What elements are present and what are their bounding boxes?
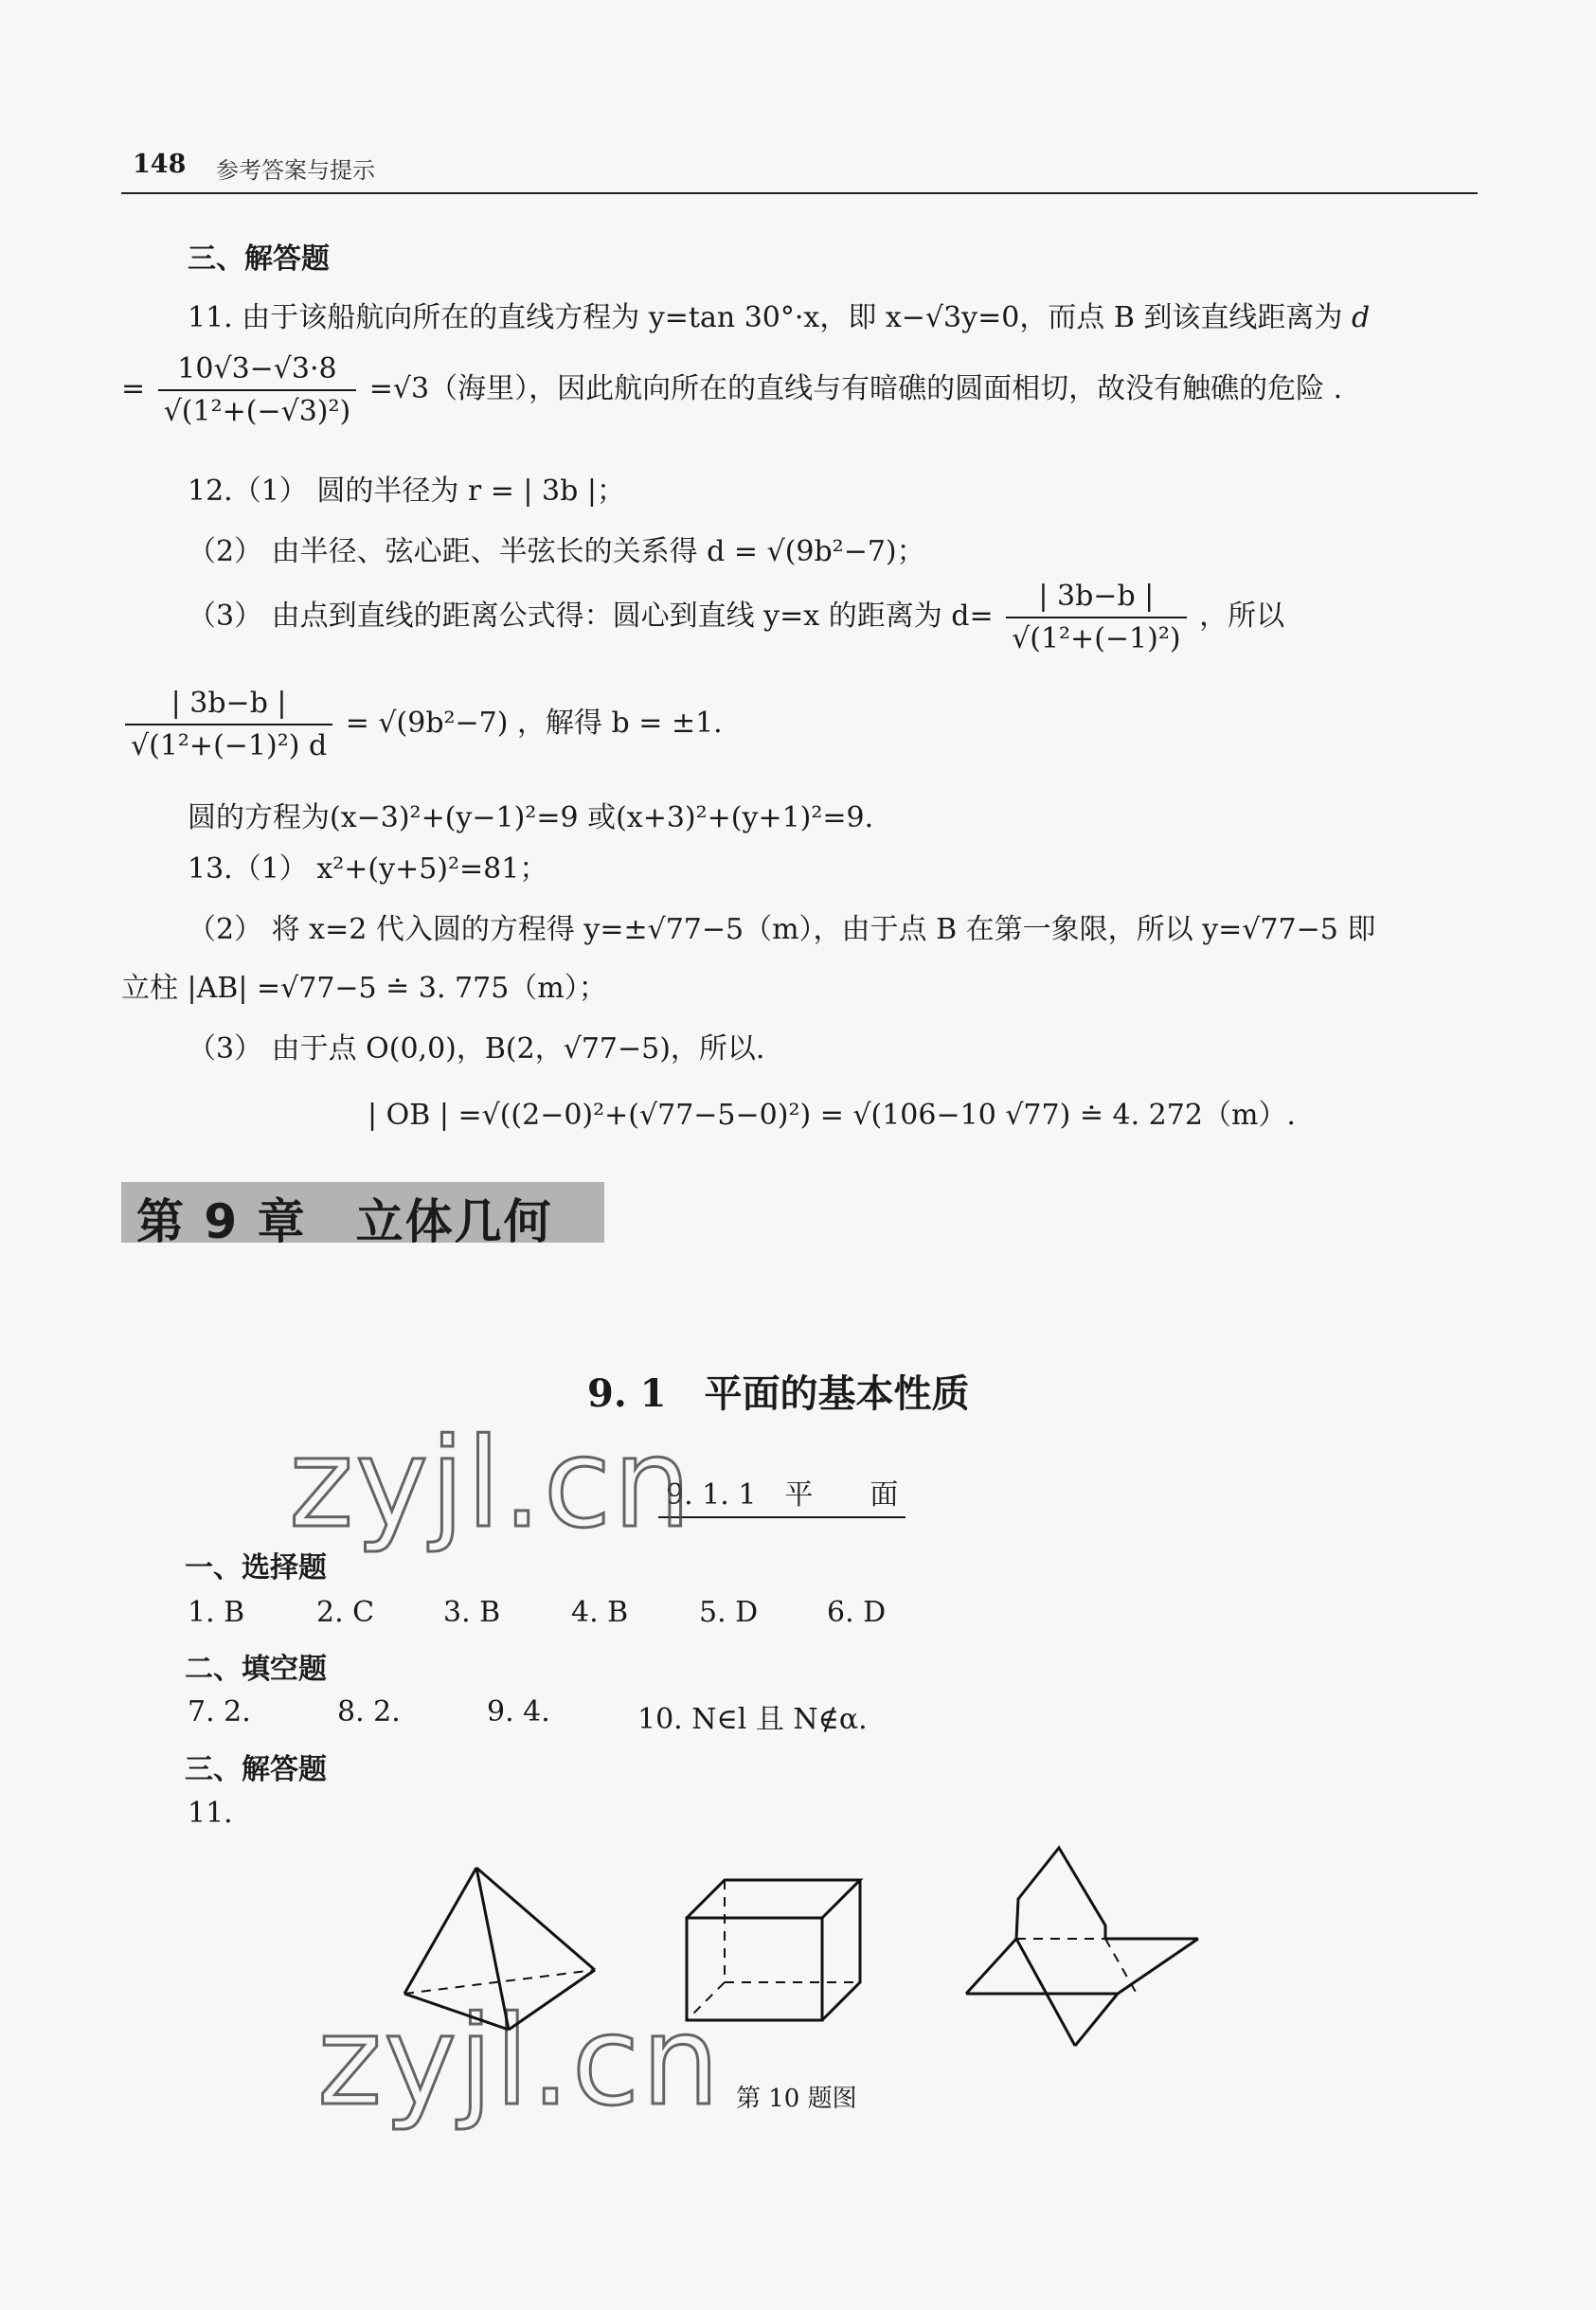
q11-line2: = $\frac{10√3-√3\cdot 8}{\text{√(1²+(−√3)²)}}$ =√3（海里），因此航向所在的直线与有暗礁的圆面相切，故没有触礁的危险 .: [121, 352, 1343, 428]
cube-top-face: [687, 1880, 860, 1918]
fill-answer: 7. 2.: [188, 1695, 251, 1728]
pyramid-figure: [398, 1861, 606, 2041]
plane-lower-edge: [1075, 1994, 1118, 2046]
q11-eq2: x−√3y=0: [885, 301, 1020, 334]
pyramid-edge: [509, 1970, 595, 2030]
mc-answer: 4. B: [571, 1596, 629, 1629]
q12-part2: （2） 由半径、弦心距、半弦长的关系得 d = √(9b²−7)；: [188, 535, 925, 568]
q13-part2b: 立柱 |AB| =√77−5 ≐ 3. 775（m）；: [121, 972, 607, 1005]
watermark: zyjl.cn: [317, 1989, 722, 2133]
q13-part3a: （3） 由于点 O(0,0)，B(2，√77−5)，所以.: [188, 1032, 765, 1065]
pyramid-edge: [404, 1868, 476, 1994]
fill-answer: 9. 4.: [487, 1695, 550, 1728]
figure-caption: 第 10 题图: [736, 2085, 857, 2113]
q11-after: =√3（海里），因此航向所在的直线与有暗礁的圆面相切，故没有触礁的危险 .: [368, 372, 1343, 405]
q12-part3-text: （3） 由点到直线的距离公式得：圆心到直线 y=x 的距离为 d=: [188, 600, 994, 633]
fill-answer: 10. N∈l 且 N∉α.: [637, 1703, 868, 1736]
mc-answer: 6. D: [827, 1596, 887, 1629]
chapter-title: 第 9 章 立体几何: [136, 1194, 553, 1249]
running-header: 参考答案与提示: [216, 157, 375, 184]
q11-eq1: y=tan 30°·x，即: [648, 301, 877, 334]
q12-part4-fraction: [125, 687, 332, 762]
mc-answer: 3. B: [443, 1596, 501, 1629]
cube-figure: [682, 1875, 871, 2027]
header-rule: [121, 192, 1478, 194]
fill-answer: 8. 2.: [337, 1695, 401, 1728]
q11-text-b: ，而点 B 到该直线距离为: [1019, 301, 1343, 334]
cube-side-face: [822, 1880, 860, 2020]
q13-part3b: | OB | =√((2−0)²+(√77−5−0)²) = √(106−10 √77) ≐ 4. 272（m）.: [368, 1099, 1296, 1132]
section-heading-solve: 三、解答题: [188, 242, 330, 276]
section-heading-fill: 二、填空题: [185, 1653, 327, 1686]
cube-hidden-edge: [687, 1982, 725, 2020]
mc-answer: 2. C: [316, 1596, 375, 1629]
q12-part4-den: √(1²+(−1)²) d: [131, 729, 328, 762]
plane-hidden-edge: [1105, 1939, 1137, 1994]
intersecting-planes-figure: [957, 1842, 1208, 2055]
q11-frac-den: √(1²+(−√3)²): [163, 395, 351, 428]
subsection-title: 9. 1. 1 平 面: [658, 1471, 906, 1518]
q11-label: 11.: [188, 301, 233, 334]
q12-part3: [188, 580, 1284, 655]
q11-fraction: [158, 352, 357, 428]
plane-horizontal-left-edge: [966, 1939, 1016, 1994]
q12-part3-tail: ，所以: [1199, 600, 1285, 633]
section-title: 9. 1 平面的基本性质: [587, 1371, 970, 1416]
q13-part1: 13.（1） x²+(y+5)²=81；: [188, 852, 548, 886]
q11-text-a: 由于该船航向所在的直线方程为: [242, 301, 640, 334]
section-heading-choice: 一、选择题: [185, 1551, 327, 1585]
mc-answer: 1. B: [188, 1596, 245, 1629]
q12-part3-num: | 3b−b |: [1006, 580, 1186, 618]
q12-part3-den: √(1²+(−1)²): [1012, 622, 1181, 655]
q11-frac-num: 10√3−√3·8: [158, 352, 357, 391]
q12-part3-fraction: [1006, 580, 1186, 655]
q13-part2a: （2） 将 x=2 代入圆的方程得 y=±√77−5（m），由于点 B 在第一象限，所以 y=√77−5 即: [188, 913, 1376, 946]
cube-front-face: [687, 1918, 822, 2020]
q11-var-d: d: [1351, 301, 1371, 334]
mc-answer: 5. D: [699, 1596, 759, 1629]
q12-part4-num: | 3b−b |: [125, 687, 332, 725]
q12-part1: 12.（1） 圆的半径为 r = | 3b |；: [188, 475, 625, 508]
q12-part5: 圆的方程为(x−3)²+(y−1)²=9 或(x+3)²+(y+1)²=9.: [188, 801, 874, 834]
plane-horizontal-right-edge: [1118, 1939, 1198, 1994]
section-heading-solve-2: 三、解答题: [185, 1753, 327, 1786]
q12-part4-tail: = √(9b²−7) ，解得 b = ±1.: [345, 707, 723, 740]
q11-line1: [188, 294, 1370, 335]
plane-upper-outline: [1016, 1848, 1105, 1939]
page-number: 148: [133, 150, 187, 179]
q12-part4: [121, 687, 723, 762]
watermark: zyjl.cn: [289, 1411, 693, 1555]
pyramid-edge: [404, 1994, 509, 2030]
q11-label-2: 11.: [188, 1797, 233, 1830]
